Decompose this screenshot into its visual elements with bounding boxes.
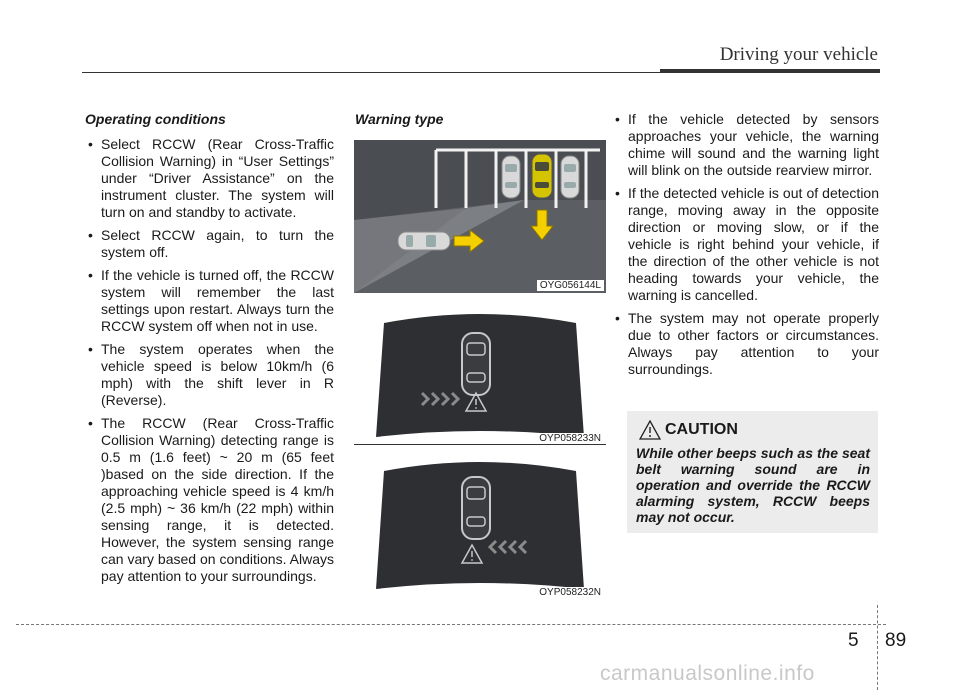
caution-text: While other beeps such as the seat belt warning sound are in operation and override the RCCW alarming system, RCCW beeps may not occur.	[636, 445, 870, 525]
list-item: • If the detected vehicle is out of detection range, moving away in the opposite direction or moving slow, or if the vehicle is right behind your vehicle, if the direction of the other vehicle is not heading towards your vehicle, the warning is cancelled.	[612, 185, 879, 304]
operating-conditions-title: Operating conditions	[85, 111, 226, 127]
caution-title: CAUTION	[665, 421, 738, 438]
warning-type-column	[612, 111, 879, 384]
running-header: Driving your vehicle	[719, 44, 878, 65]
own-car-icon	[462, 333, 490, 395]
list-item: • The system operates when the vehicle speed is below 10km/h (6 mph) with the shift lever in R (Reverse).	[85, 341, 334, 409]
list-item: • Select RCCW (Rear Cross-Traffic Collision Warning) in “User Settings” under “Driver Assistance” on the instrument cluster. The system will turn on and standby to activate.	[85, 136, 334, 221]
header-bar	[660, 69, 880, 73]
warning-type-title: Warning type	[355, 111, 444, 127]
watermark: carmanualsonline.info	[600, 662, 815, 685]
list-item: • If the vehicle detected by sensors approaches your vehicle, the warning chime will sound and the warning light will blink on the outside rearview mirror.	[612, 111, 879, 179]
own-car-icon	[532, 154, 552, 198]
list-item: • If the vehicle is turned off, the RCCW system will remember the last settings upon restart. Always turn the RCCW system off when not in use.	[85, 267, 334, 335]
list-item: • The RCCW (Rear Cross-Traffic Collision Warning) detecting range is 0.5 m (1.6 feet) ~ 20 m (65 feet )based on the side direction. If the approaching vehicle speed is 4 km/h (2.5 mph) ~ 36 km/h (22 mph) within sensing range, it is detected. However, the system sensing range can vary based on conditions. Always pay attention to your surroundings.	[85, 415, 334, 585]
list-item: • Select RCCW again, to turn the system off.	[85, 227, 334, 261]
own-car-icon	[462, 477, 490, 539]
chapter-number: 5	[848, 630, 859, 651]
figure-caption: OYP058232N	[536, 587, 604, 598]
page-number: 89	[885, 630, 907, 651]
operating-conditions-list	[85, 136, 334, 585]
list-item: • The system may not operate properly due to other factors or circumstances. Always pay attention to your surroundings.	[612, 310, 879, 378]
footer-rule	[16, 624, 886, 625]
cluster-display-illustration	[354, 301, 606, 445]
cluster-warning-right-figure	[354, 449, 606, 599]
approaching-car-icon	[398, 232, 450, 250]
operating-conditions-column	[85, 111, 334, 591]
figure-caption: OYP058233N	[536, 433, 604, 444]
figure-divider	[354, 444, 606, 445]
caution-box	[627, 411, 878, 533]
figure-caption: OYG056144L	[537, 280, 604, 291]
cluster-display-illustration	[354, 449, 606, 599]
parked-car-icon	[502, 156, 520, 198]
parking-lot-illustration	[354, 140, 606, 293]
cluster-warning-left-figure	[354, 301, 606, 445]
warning-triangle-icon	[639, 420, 661, 440]
parked-car-icon	[561, 156, 579, 198]
warning-type-list	[612, 111, 879, 378]
footer-divider	[877, 605, 878, 690]
parking-lot-figure	[354, 140, 606, 293]
